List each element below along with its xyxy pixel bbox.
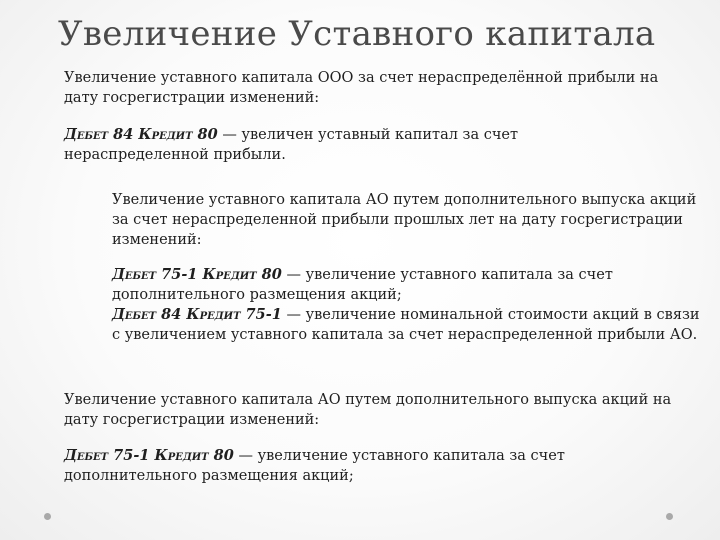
paragraph-ao-additional-entry xyxy=(64,446,624,486)
paragraph-ooo-increase xyxy=(64,68,664,108)
paragraph-ooo-entry xyxy=(64,125,624,165)
entry-description: — увеличение уставного капитала за счет дополнительного размещения акций; xyxy=(64,448,565,484)
accounting-entry: Дебет 84 Кредит 80 xyxy=(64,126,218,143)
entry-description: — увеличен уставный капитал за счет нераспределенной прибыли. xyxy=(64,127,519,163)
accounting-entry: Дебет 84 Кредит 75-1 xyxy=(112,306,282,323)
paragraph-ao-entries xyxy=(112,265,702,345)
paragraph-text: Увеличение уставного капитала ООО за счет нераспределённой прибыли на дату госрегистрации изменений: xyxy=(64,70,659,106)
bullet-dot-right xyxy=(666,513,673,520)
accounting-entry: Дебет 75-1 Кредит 80 xyxy=(112,266,282,283)
entry-description: — увеличение номинальной стоимости акций в связи с увеличением уставного капитала за счет нераспределенной прибыли АО. xyxy=(112,307,700,343)
paragraph-text: Увеличение уставного капитала АО путем дополнительного выпуска акций за счет нераспределенной прибыли прошлых лет на дату госрегистрации изменений: xyxy=(112,192,697,248)
paragraph-ao-retained-earnings xyxy=(112,190,702,250)
entry-line-1 xyxy=(112,265,702,305)
entry-line-2 xyxy=(112,305,702,345)
paragraph-ao-additional-issue xyxy=(64,390,684,430)
accounting-entry: Дебет 75-1 Кредит 80 xyxy=(64,447,234,464)
bullet-dot-left xyxy=(44,513,51,520)
entry-description: — увеличение уставного капитала за счет дополнительного размещения акций; xyxy=(112,267,613,303)
slide-title: Увеличение Уставного капитала xyxy=(58,14,656,54)
paragraph-text: Увеличение уставного капитала АО путем дополнительного выпуска акций на дату госрегистрации изменений: xyxy=(64,392,672,428)
